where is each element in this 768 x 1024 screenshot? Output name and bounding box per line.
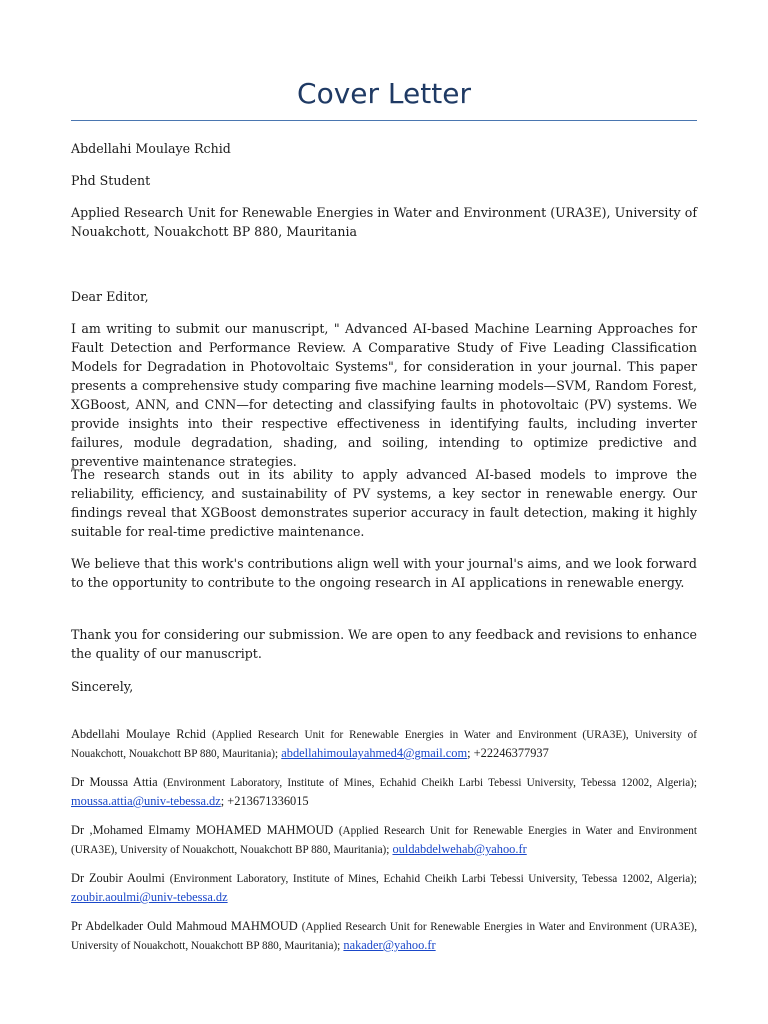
author-name: Abdellahi Moulaye Rchid [71,727,206,741]
sender-affiliation: Applied Research Unit for Renewable Energies in Water and Environment (URA3E), University of Nouakchott, Nouakchott BP 880, Mauritania [71,205,697,239]
author-affiliation: (Environment Laboratory, Institute of Mines, Echahid Cheikh Larbi Tebessi University, Tebessa 12002, Algeria); [163,777,697,789]
author-phone: ; +213671336015 [220,794,309,808]
sender-name: Abdellahi Moulaye Rchid [71,141,231,156]
salutation: Dear Editor, [71,289,149,304]
author-affiliation: (Applied Research Unit for Renewable Energies in Water and Environment (URA3E), University of Nouakchott, Nouakchott BP 880, Mauritania); [71,921,698,952]
author-entry [71,869,697,906]
author-name: Pr Abdelkader Ould Mahmoud MAHMOUD [71,919,298,933]
paragraph-thanks: Thank you for considering our submission. We are open to any feedback and revisions to enhance the quality of our manuscript. [71,627,697,661]
author-affiliation: (Environment Laboratory, Institute of Mines, Echahid Cheikh Larbi Tebessi University, Tebessa 12002, Algeria); [169,873,698,885]
paragraph-significance: The research stands out in its ability to apply advanced AI-based models to improve the reliability, efficiency, and sustainability of PV systems, a key sector in renewable energy. Our findings reveal that XGBoost demonstrates superior accuracy in fault detection, making it highly suitable for real-time predictive maintenance. [71,467,697,539]
page-title: Cover Letter [297,77,471,110]
author-entry [71,917,697,955]
author-entry [71,821,697,859]
author-name: Dr Moussa Attia [71,775,158,789]
author-entry [71,725,697,763]
title-underline [71,120,697,121]
author-phone: ; +22246377937 [467,746,549,760]
author-email-link[interactable]: moussa.attia@univ-tebessa.dz [71,794,221,808]
author-name: Dr Zoubir Aoulmi [71,871,165,885]
paragraph-alignment: We believe that this work's contributions align well with your journal's aims, and we look forward to the opportunity to contribute to the ongoing research in AI applications in renewable energy. [71,556,697,590]
paragraph-submission: I am writing to submit our manuscript, " Advanced AI-based Machine Learning Approaches for Fault Detection and Performance Review. A Comparative Study of Five Leading Classification Models for Degradation in Photovoltaic Systems", for consideration in your journal. This paper presents a comprehensive study comparing five machine learning models—SVM, Random Forest, XGBoost, ANN, and CNN—for detecting and classifying faults in photovoltaic (PV) systems. We provide insights into their respective effectiveness in identifying faults, including inverter failures, module degradation, shading, and soiling, intending to optimize predictive and preventive maintenance strategies. [71,321,697,469]
author-email-link[interactable]: zoubir.aoulmi@univ-tebessa.dz [71,890,228,904]
closing: Sincerely, [71,679,134,694]
author-entry [71,773,697,810]
author-affiliation: (Applied Research Unit for Renewable Energies in Water and Environment (URA3E), University of Nouakchott, Nouakchott BP 880, Mauritania); [71,825,697,856]
sender-position: Phd Student [71,173,151,188]
author-affiliation: (Applied Research Unit for Renewable Energies in Water and Environment (URA3E), University of Nouakchott, Nouakchott BP 880, Mauritania); [71,729,697,760]
author-email-link[interactable]: nakader@yahoo.fr [343,938,436,952]
author-email-link[interactable]: abdellahimoulayahmed4@gmail.com [281,746,468,760]
author-name: Dr ,Mohamed Elmamy MOHAMED MAHMOUD [71,823,334,837]
author-email-link[interactable]: ouldabdelwehab@yahoo.fr [392,842,527,856]
